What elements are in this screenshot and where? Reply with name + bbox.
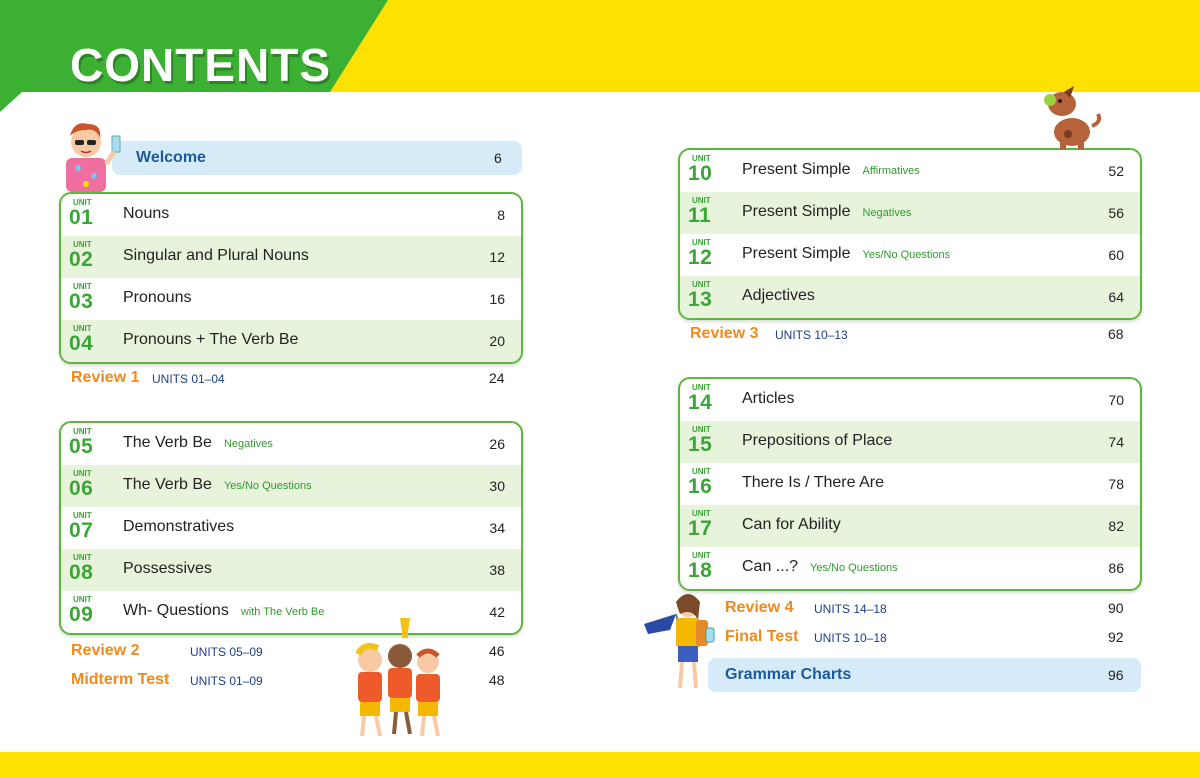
kids-with-trophy-illustration — [348, 614, 452, 742]
girl-with-flag-illustration — [640, 584, 720, 696]
unit-subtitle: Negatives — [223, 438, 273, 450]
unit-title: Pronouns — [123, 289, 192, 306]
unit-row[interactable] — [61, 591, 521, 633]
unit-number: 11 — [688, 204, 712, 227]
page-title: CONTENTS — [70, 39, 331, 91]
review-page: 24 — [489, 370, 505, 386]
unit-number: 10 — [688, 162, 713, 185]
unit-number: 14 — [688, 391, 713, 414]
unit-label: UNIT — [73, 240, 92, 249]
unit-row[interactable] — [680, 379, 1140, 421]
unit-page: 30 — [489, 478, 505, 494]
unit-page: 56 — [1108, 205, 1124, 221]
unit-row[interactable] — [61, 549, 521, 591]
unit-label: UNIT — [692, 196, 711, 205]
unit-row[interactable] — [61, 194, 521, 236]
welcome-page: 6 — [494, 150, 502, 166]
unit-group-2 — [59, 421, 523, 635]
unit-row[interactable] — [680, 547, 1140, 589]
review-3-entry[interactable] — [690, 323, 1130, 347]
review-units: UNITS 10–13 — [775, 328, 848, 342]
unit-page: 8 — [497, 207, 505, 223]
final-test-entry[interactable] — [725, 626, 1130, 650]
unit-number: 07 — [69, 519, 94, 542]
unit-number: 12 — [688, 246, 713, 269]
review-label: Review 4 — [725, 599, 794, 616]
unit-group-1 — [59, 192, 523, 364]
review-1-entry[interactable] — [71, 367, 511, 391]
unit-title: Demonstratives — [123, 518, 235, 535]
unit-row[interactable] — [61, 320, 521, 362]
unit-number: 15 — [688, 433, 713, 456]
unit-subtitle: Yes/No Questions — [810, 562, 898, 574]
unit-title: Pronouns + The Verb Be — [123, 331, 299, 348]
review-4-entry[interactable] — [725, 597, 1130, 621]
unit-page: 42 — [489, 604, 505, 620]
dog-illustration — [1034, 86, 1104, 150]
grammar-charts-page: 96 — [1108, 667, 1124, 683]
unit-title: Present Simple Negatives — [742, 203, 912, 220]
unit-number: 04 — [69, 332, 94, 355]
footer-yellow-band — [0, 752, 1200, 778]
unit-label: UNIT — [73, 553, 92, 562]
unit-title: Present Simple Yes/No Questions — [742, 245, 951, 262]
unit-subtitle: Negatives — [862, 207, 912, 219]
review-units: UNITS 01–04 — [152, 372, 225, 386]
boy-with-sunglasses-illustration — [56, 114, 132, 194]
unit-number: 05 — [69, 435, 94, 458]
unit-page: 16 — [489, 291, 505, 307]
unit-page: 82 — [1108, 518, 1124, 534]
unit-page: 64 — [1108, 289, 1124, 305]
unit-page: 74 — [1108, 434, 1124, 450]
unit-row[interactable] — [680, 234, 1140, 276]
unit-number: 03 — [69, 290, 94, 313]
unit-row[interactable] — [680, 505, 1140, 547]
review-units: UNITS 01–09 — [190, 674, 263, 688]
review-page: 90 — [1108, 600, 1124, 616]
unit-subtitle: with The Verb Be — [240, 606, 325, 618]
unit-label: UNIT — [692, 280, 711, 289]
review-units: UNITS 05–09 — [190, 645, 263, 659]
unit-number: 06 — [69, 477, 94, 500]
grammar-charts-label: Grammar Charts — [725, 666, 852, 683]
unit-label: UNIT — [73, 511, 92, 520]
review-page: 46 — [489, 643, 505, 659]
unit-label: UNIT — [73, 324, 92, 333]
unit-title: Can for Ability — [742, 516, 841, 533]
unit-row[interactable] — [61, 236, 521, 278]
welcome-entry[interactable] — [112, 141, 522, 175]
unit-row[interactable] — [680, 150, 1140, 192]
unit-label: UNIT — [692, 425, 711, 434]
unit-number: 02 — [69, 248, 94, 271]
unit-label: UNIT — [73, 282, 92, 291]
review-label: Review 3 — [690, 325, 759, 342]
review-units: UNITS 14–18 — [814, 602, 887, 616]
review-label: Review 1 — [71, 369, 140, 386]
unit-label: UNIT — [73, 469, 92, 478]
unit-number: 08 — [69, 561, 94, 584]
review-page: 68 — [1108, 326, 1124, 342]
unit-label: UNIT — [73, 427, 92, 436]
unit-title: Adjectives — [742, 287, 815, 304]
unit-page: 26 — [489, 436, 505, 452]
unit-subtitle: Yes/No Questions — [862, 249, 951, 261]
unit-label: UNIT — [692, 551, 711, 560]
unit-page: 86 — [1108, 560, 1124, 576]
unit-number: 16 — [688, 475, 713, 498]
unit-label: UNIT — [692, 238, 711, 247]
unit-title: Nouns — [123, 205, 170, 222]
unit-label: UNIT — [73, 198, 92, 207]
unit-title: Wh- Questions with The Verb Be — [123, 602, 325, 619]
unit-page: 52 — [1108, 163, 1124, 179]
unit-label: UNIT — [692, 509, 711, 518]
unit-title: Articles — [742, 390, 795, 407]
unit-row[interactable] — [680, 192, 1140, 234]
unit-page: 12 — [489, 249, 505, 265]
review-label: Review 2 — [71, 642, 140, 659]
unit-subtitle: Affirmatives — [862, 165, 920, 177]
unit-number: 01 — [69, 206, 94, 229]
review-page: 92 — [1108, 629, 1124, 645]
review-page: 48 — [489, 672, 505, 688]
review-units: UNITS 10–18 — [814, 631, 887, 645]
unit-page: 38 — [489, 562, 505, 578]
unit-row[interactable] — [61, 278, 521, 320]
unit-page: 70 — [1108, 392, 1124, 408]
unit-label: UNIT — [692, 467, 711, 476]
unit-row[interactable] — [61, 507, 521, 549]
unit-page: 78 — [1108, 476, 1124, 492]
unit-number: 17 — [688, 517, 713, 540]
unit-number: 09 — [69, 603, 94, 626]
unit-row[interactable] — [680, 276, 1140, 318]
review-label: Midterm Test — [71, 671, 170, 688]
grammar-charts-entry[interactable] — [708, 658, 1141, 692]
unit-subtitle: Yes/No Questions — [223, 480, 312, 492]
unit-title: Prepositions of Place — [742, 432, 893, 449]
unit-page: 34 — [489, 520, 505, 536]
unit-title: Singular and Plural Nouns — [123, 247, 309, 264]
unit-row[interactable] — [680, 463, 1140, 505]
unit-label: UNIT — [692, 154, 711, 163]
unit-row[interactable] — [680, 421, 1140, 463]
unit-title: The Verb Be Negatives — [123, 434, 273, 451]
unit-title: Can ...? Yes/No Questions — [742, 558, 898, 575]
unit-label: UNIT — [692, 383, 711, 392]
unit-title: There Is / There Are — [742, 474, 884, 491]
unit-title: The Verb Be Yes/No Questions — [123, 476, 312, 493]
welcome-label: Welcome — [136, 149, 206, 166]
unit-page: 20 — [489, 333, 505, 349]
unit-title: Present Simple Affirmatives — [742, 161, 920, 178]
review-label: Final Test — [725, 628, 799, 645]
unit-row[interactable] — [61, 465, 521, 507]
unit-number: 18 — [688, 559, 713, 582]
unit-page: 60 — [1108, 247, 1124, 263]
unit-number: 13 — [688, 288, 713, 311]
unit-group-4 — [678, 377, 1142, 591]
unit-group-3 — [678, 148, 1142, 320]
unit-label: UNIT — [73, 595, 92, 604]
unit-row[interactable] — [61, 423, 521, 465]
unit-title: Possessives — [123, 560, 212, 577]
